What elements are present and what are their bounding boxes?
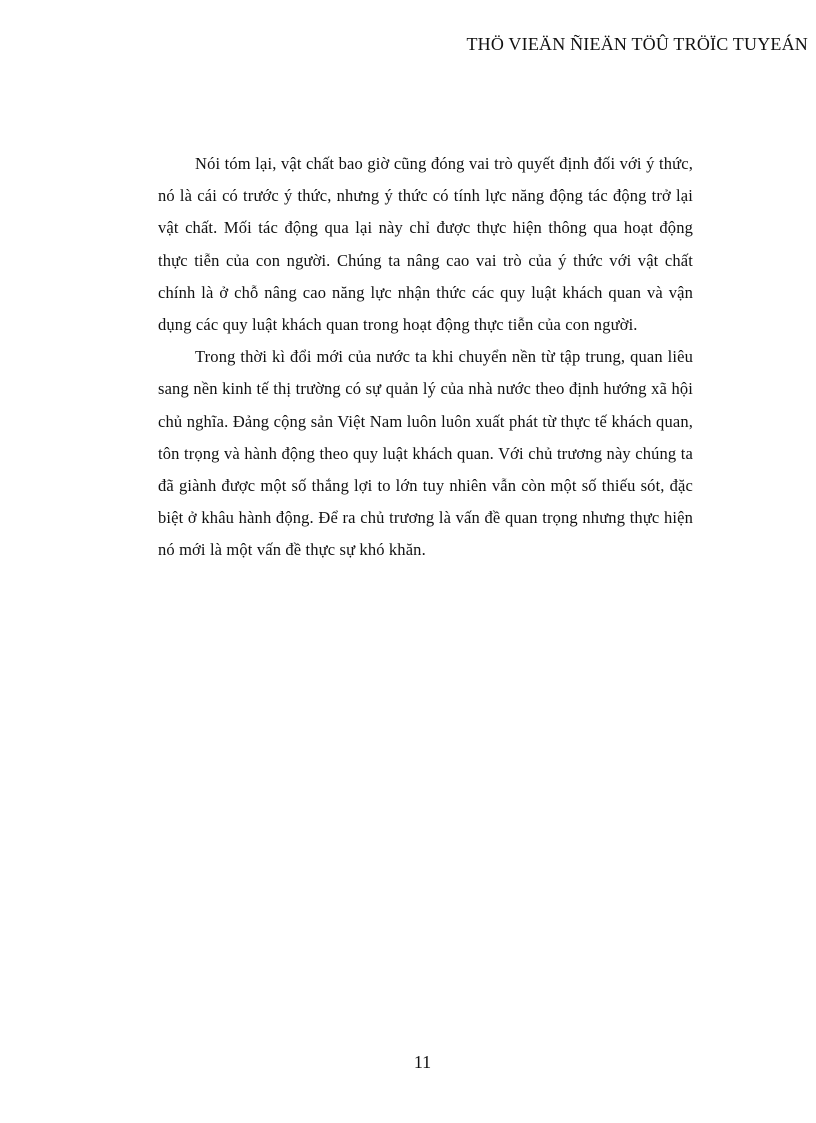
- running-header: THÖ VIEÄN ÑIEÄN TÖÛ TRÖÏC TUYEÁN: [466, 34, 808, 54]
- page-number: 11: [413, 1052, 432, 1072]
- paragraph: Nói tóm lại, vật chất bao giờ cũng đóng vai trò quyết định đối với ý thức, nó là cái có trước ý thức, nhưng ý thức có tính lực năng động tác động trở lại vật chất. Mối tác động qua lại này chỉ được thực hiện thông qua hoạt động thực tiễn của con người. Chúng ta nâng cao vai trò của ý thức với vật chất chính là ở chỗ nâng cao năng lực nhận thức các quy luật khách quan và vận dụng các quy luật khách quan trong hoạt động thực tiễn của con người.: [158, 154, 693, 335]
- paragraph: Trong thời kì đổi mới của nước ta khi chuyển nền từ tập trung, quan liêu sang nền kinh tế thị trường có sự quản lý của nhà nước theo định hướng xã hội chủ nghĩa. Đảng cộng sản Việt Nam luôn luôn xuất phát từ thực tế khách quan, tôn trọng và hành động theo quy luật khách quan. Với chủ trương này chúng ta đã giành được một số thắng lợi to lớn tuy nhiên vẫn còn một số thiếu sót, đặc biệt ở khâu hành động. Để ra chủ trương là vấn đề quan trọng nhưng thực hiện nó mới là một vấn đề thực sự khó khăn.: [158, 347, 693, 560]
- body-text: [158, 148, 693, 567]
